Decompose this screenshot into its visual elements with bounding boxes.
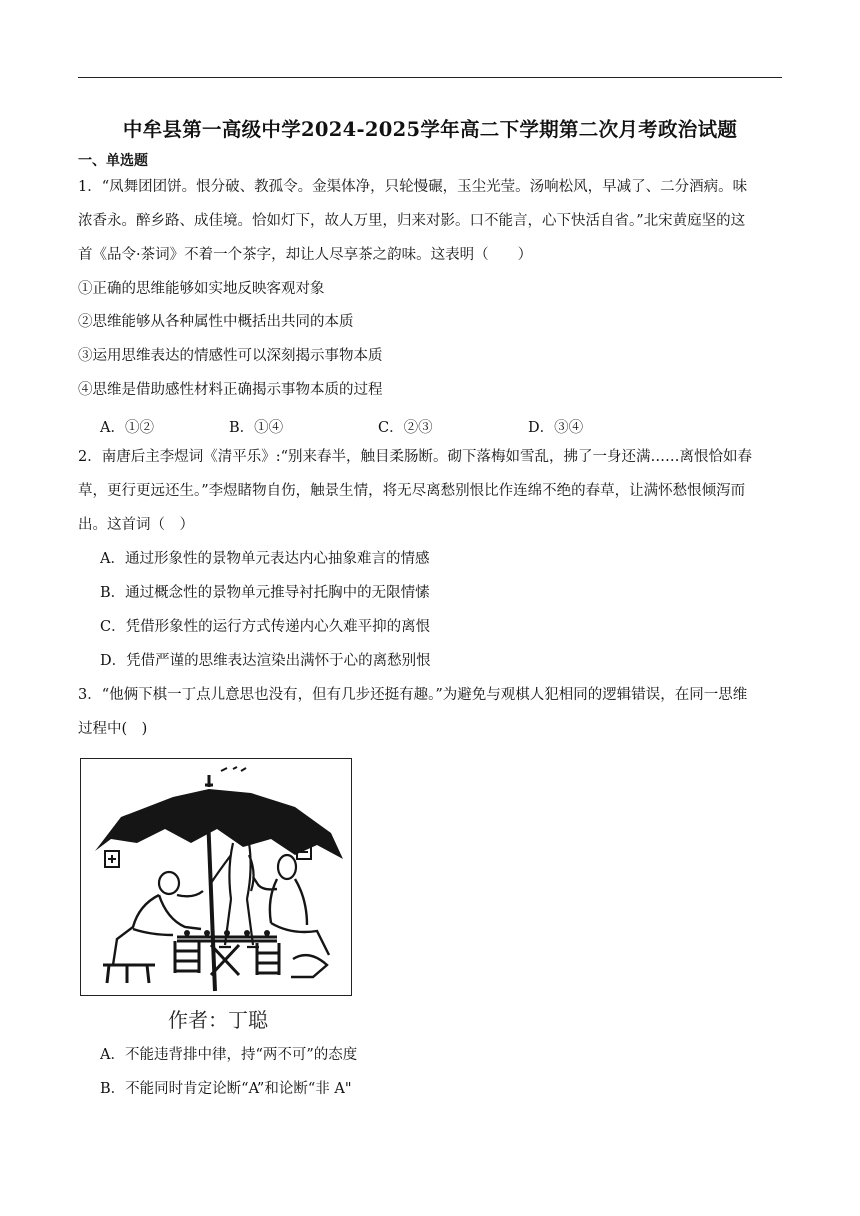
q1-stem-line-3: 首《品令·茶词》不着一个茶字，却让人尽享茶之韵味。这表明（ ） (78, 247, 533, 263)
q1-statement-2: ②思维能够从各种属性中概括出共同的本质 (78, 314, 354, 330)
q2-stem-line-2: 草，更行更远还生。”李煜睹物自伤，触景生情，将无尽离愁别恨比作连绵不绝的春草，让满怀愁恨倾泻而 (78, 483, 746, 499)
q1-option-c[interactable]: C．②③ (378, 420, 433, 436)
q1-option-b[interactable]: B．①④ (229, 420, 284, 436)
q1-stem-line-1: 1．“凤舞团团饼。恨分破、教孤令。金渠体净，只轮慢碾，玉尘光莹。汤响松风，早减了、二分酒病。味 (78, 179, 748, 195)
q1-statement-3: ③运用思维表达的情感性可以深刻揭示事物本质 (78, 348, 383, 364)
q1-option-a[interactable]: A．①② (100, 420, 154, 436)
q1-options (0, 416, 860, 436)
q1-option-d[interactable]: D．③④ (528, 420, 584, 436)
section-heading: 一、单选题 (78, 153, 148, 169)
q3-stem-line-2: 过程中( ) (78, 721, 148, 737)
q2-option-c[interactable]: C．凭借形象性的运行方式传递内心久难平抑的离恨 (100, 619, 431, 635)
q1-stem-line-2: 浓香永。醉乡路、成佳境。恰如灯下，故人万里，归来对影。口不能言，心下快活自省。”北宋黄庭坚的这 (78, 213, 746, 229)
q2-option-d[interactable]: D．凭借严谨的思维表达渲染出满怀于心的离愁别恨 (100, 653, 431, 669)
q3-stem-line-1: 3．“他俩下棋一丁点儿意思也没有，但有几步还挺有趣。”为避免与观棋人犯相同的逻辑错误，在同一思维 (78, 687, 748, 703)
q3-option-a[interactable]: A．不能违背排中律，持“两不可”的态度 (100, 1047, 358, 1063)
figure-caption: 作者：丁聪 (168, 1008, 268, 1032)
q2-stem-line-1: 2．南唐后主李煜词《清平乐》:“别来春半，触目柔肠断。砌下落梅如雪乱，拂了一身还满……离恨恰如春 (78, 449, 753, 465)
chess-watchers-cartoon (81, 759, 351, 995)
q2-option-a[interactable]: A．通过形象性的景物单元表达内心抽象难言的情感 (100, 551, 430, 567)
cartoon-illustration (80, 758, 352, 996)
page-title: 中牟县第一高级中学2024-2025学年高二下学期第二次月考政治试题 (122, 118, 738, 141)
q1-statement-4: ④思维是借助感性材料正确揭示事物本质的过程 (78, 382, 383, 398)
q2-option-b[interactable]: B．通过概念性的景物单元推导衬托胸中的无限情愫 (100, 585, 430, 601)
q3-option-b[interactable]: B．不能同时肯定论断“A”和论断“非 A" (100, 1081, 352, 1097)
q1-statement-1: ①正确的思维能够如实地反映客观对象 (78, 281, 325, 297)
q2-stem-line-3: 出。这首词（ ） (78, 517, 194, 533)
header-rule (78, 77, 782, 78)
